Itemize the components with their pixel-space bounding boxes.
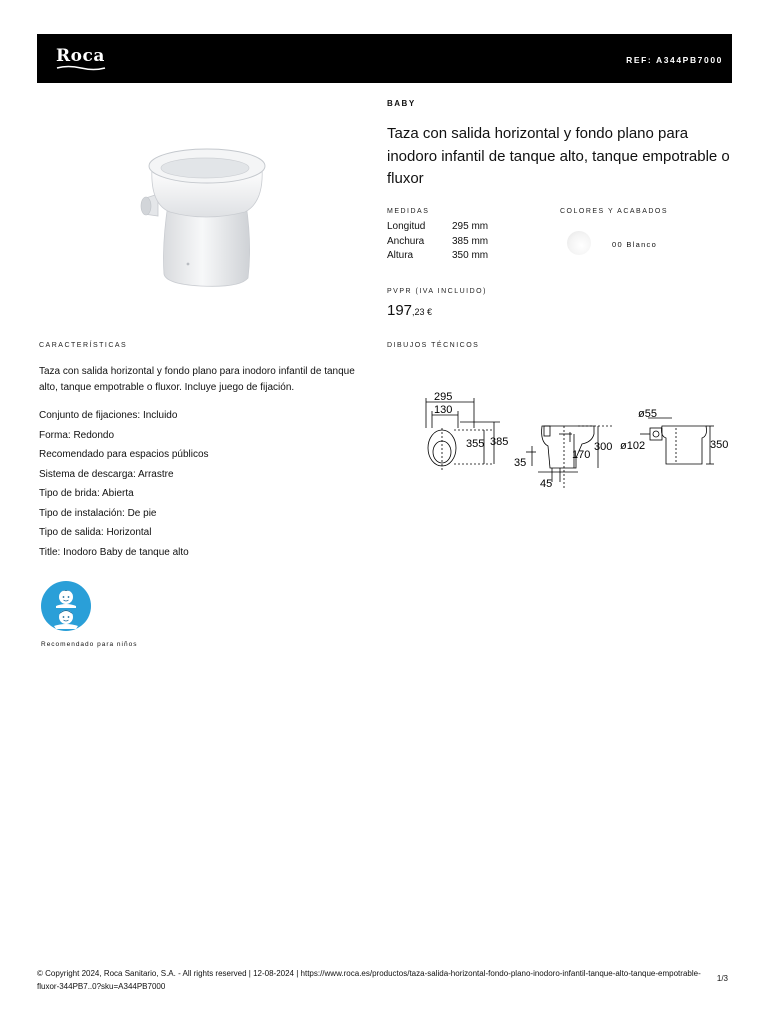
- dim-label: 385: [490, 436, 509, 448]
- brand-name: Roca: [56, 46, 105, 66]
- measure-value: 385 mm: [452, 235, 489, 247]
- product-description: Taza con salida horizontal y fondo plano para inodoro infantil de tanque alto, tanque empotrable o fluxor. Incluye juego de fijación.: [39, 366, 355, 393]
- features-list: [39, 410, 209, 566]
- measure-row: [387, 220, 488, 235]
- children-icon: [40, 580, 92, 632]
- brand-logo[interactable]: [56, 48, 108, 70]
- dim-label: 35: [514, 457, 527, 469]
- price: [387, 302, 432, 320]
- dim-label: 130: [434, 404, 453, 416]
- product-reference: REF: A344PB7000: [626, 55, 723, 65]
- measure-value: 295 mm: [452, 221, 489, 232]
- dim-label: 295: [434, 391, 453, 403]
- dim-label: 45: [540, 478, 553, 490]
- measure-value: 350 mm: [452, 250, 489, 261]
- characteristics-heading: CARACTERÍSTICAS: [39, 342, 128, 349]
- measure-row: [387, 235, 488, 250]
- price-decimal: ,23 €: [412, 307, 433, 317]
- dim-label: ø102: [620, 440, 646, 452]
- feature-item: Tipo de brida: Abierta: [39, 488, 134, 499]
- feature-item: Forma: Redondo: [39, 429, 115, 441]
- product-title: Taza con salida horizontal y fondo plano para inodoro infantil de tanque alto, tanque empotrable o fluxor: [387, 125, 730, 187]
- measure-label: Altura: [387, 250, 414, 261]
- measures-heading: MEDIDAS: [387, 208, 430, 215]
- feature-item: Recomendado para espacios públicos: [39, 449, 209, 460]
- dim-label: 300: [594, 441, 613, 453]
- colors-heading: COLORES Y ACABADOS: [560, 208, 669, 215]
- price-heading: PVPR (IVA INCLUIDO): [387, 288, 487, 295]
- drawings-heading: DIBUJOS TÉCNICOS: [387, 342, 480, 349]
- feature-item: Tipo de salida: Horizontal: [39, 527, 152, 538]
- color-name: 00 Blanco: [612, 240, 658, 249]
- header-bar: [37, 34, 732, 83]
- measure-label: Longitud: [387, 221, 426, 232]
- dim-label: 170: [572, 449, 591, 461]
- page-number: 1/3: [716, 974, 728, 983]
- dim-label: ø55: [638, 408, 657, 420]
- footer-copyright: © Copyright 2024, Roca Sanitario, S.A. - All rights reserved | 12-08-2024 | https://www.roca.es/productos/taza-salida-horizontal-fondo-plano-inodoro-infantil-tanque-alto-tanque-empotrable-fluxor-344PB7..0?sku=A344PB7000: [37, 969, 701, 991]
- dim-label: 355: [466, 438, 485, 450]
- price-integer: 197: [387, 302, 413, 319]
- feature-item: Sistema de descarga: Arrastre: [39, 468, 174, 480]
- logo-wave-icon: [56, 65, 106, 71]
- feature-item: Tipo de instalación: De pie: [39, 507, 157, 519]
- technical-drawings: [414, 388, 744, 493]
- feature-item: Conjunto de fijaciones: Incluido: [39, 410, 178, 421]
- product-category: BABY: [387, 99, 416, 108]
- measure-label: Anchura: [387, 235, 425, 247]
- color-swatch[interactable]: [567, 231, 591, 255]
- dim-label: 350: [710, 439, 729, 451]
- children-badge-label: Recomendado para niños: [41, 641, 138, 648]
- product-image: [40, 94, 370, 334]
- measure-row: [387, 249, 488, 264]
- measures-table: [387, 220, 488, 264]
- feature-item: Title: Inodoro Baby de tanque alto: [39, 546, 189, 558]
